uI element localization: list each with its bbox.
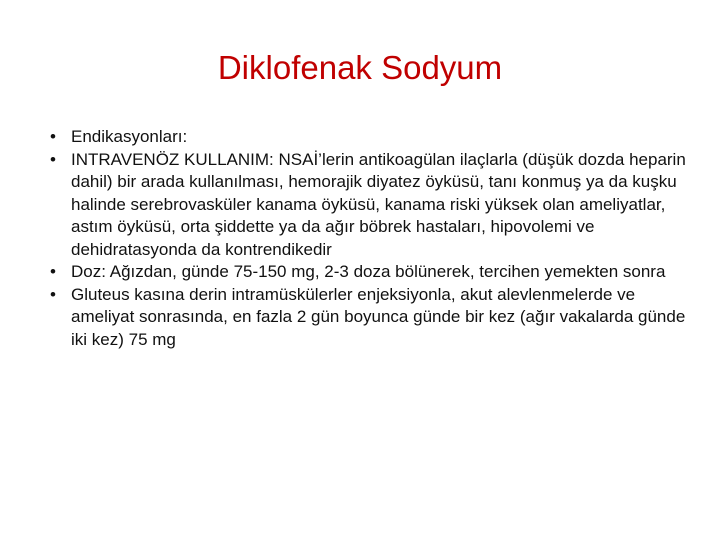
bullet-text: INTRAVENÖZ KULLANIM: NSAİ’lerin antikoagülan ilaçlarla (düşük dozda heparin dahil) bir arada kullanılması, hemorajik diyatez öyküsü, tanı konmuş ya da kuşku halinde serebrovasküler kanama öyküsü, kanama riski yüksek olan ameliyatlar, astım öyküsü, orta şiddette ya da ağır böbrek hastaları, hipovolemi ve dehidratasyonda da kontrendikedir — [71, 149, 686, 259]
bullet-item-dosage — [50, 261, 690, 284]
bullet-dot-icon: • — [50, 262, 56, 281]
bullet-text: Doz: Ağızdan, günde 75-150 mg, 2-3 doza bölünerek, tercihen yemekten sonra — [71, 262, 666, 281]
bullet-dot-icon: • — [50, 284, 56, 304]
bullet-item-indications — [50, 126, 690, 149]
bullet-list — [50, 126, 690, 351]
bullet-item-iv-contraindications — [50, 149, 690, 262]
slide-title: Diklofenak Sodyum — [217, 49, 503, 86]
bullet-item-im-injection — [50, 284, 690, 352]
bullet-dot-icon: • — [50, 127, 56, 146]
bullet-text: Gluteus kasına derin intramüskülerler enjeksiyonla, akut alevlenmelerde ve ameliyat sonrasında, en fazla 2 gün boyunca günde bir kez (ağır vakalarda günde iki kez) 75 mg — [71, 284, 686, 349]
bullet-text: Endikasyonları: — [71, 127, 188, 146]
bullet-dot-icon: • — [50, 149, 56, 169]
